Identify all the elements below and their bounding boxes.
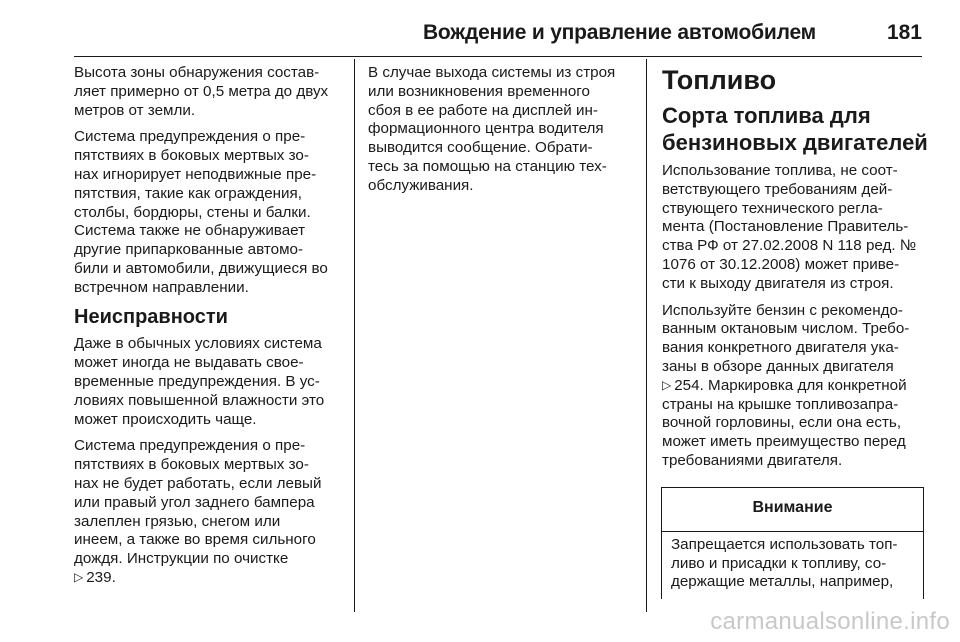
arrow-reference-icon: ▷	[74, 569, 84, 584]
text-line: временные предупреждения. В ус-	[74, 372, 320, 390]
text-line: метров от земли.	[74, 101, 196, 119]
paragraph-system-not-working	[74, 437, 350, 587]
text-line: требованиями двигателя.	[662, 451, 843, 469]
paragraph-fuel-regulation	[662, 162, 926, 294]
text-line: обслуживания.	[368, 176, 474, 194]
text-line: Система также не обнаруживает	[74, 222, 306, 240]
column-divider-left	[354, 59, 355, 612]
paragraph-system-ignores	[74, 128, 350, 297]
text-line: Используйте бензин с рекомендо-	[662, 301, 903, 319]
text-line: сбоя в ее работе на дисплей ин-	[368, 101, 598, 119]
text-line: залеплен грязью, снегом или	[74, 512, 281, 530]
text-line: 1076 от 30.12.2008) может приве-	[662, 255, 900, 273]
paragraph-system-failure	[368, 64, 632, 196]
column-divider-right	[646, 59, 647, 612]
text-line: нах игнорирует неподвижные пре-	[74, 165, 317, 183]
text-line: держащие металлы, например,	[671, 573, 894, 591]
page-number: 181	[886, 21, 922, 44]
text-line: или правый угол заднего бампера	[74, 493, 315, 511]
text-line: может происходить чаще.	[74, 410, 257, 428]
text-line: Запрещается использовать топ-	[671, 535, 898, 553]
column-right	[662, 64, 926, 599]
text-line: тесь за помощью на станцию тех-	[368, 157, 607, 175]
warning-text	[671, 536, 897, 592]
page-reference-line	[74, 569, 350, 588]
text-line: дождя. Инструкции по очистке	[74, 550, 289, 568]
text-line: может иметь преимущество перед	[662, 433, 906, 451]
text-line: ствующего технического регла-	[662, 199, 883, 217]
text-line: Использование топлива, не соот-	[662, 162, 898, 179]
text-line: ванным октановым числом. Требо-	[662, 320, 910, 338]
text-line: ливо и присадки к топливу, со-	[671, 554, 887, 572]
text-line: вочной горловины, если она есть,	[662, 414, 902, 432]
watermark: carmanualsonline.info	[710, 608, 950, 635]
warning-box	[661, 487, 924, 599]
text-line: мента (Постановление Правитель-	[662, 218, 909, 236]
column-middle	[368, 64, 632, 204]
text-line: пятствиях в боковых мертвых зо-	[74, 147, 309, 165]
text-line: пятствиях в боковых мертвых зо-	[74, 456, 309, 474]
paragraph-normal-conditions	[74, 335, 350, 429]
text-line: Высота зоны обнаружения состав-	[74, 64, 320, 81]
text-line: били и автомобили, движущиеся во	[74, 259, 328, 277]
text-line: страны на крышке топливозапра-	[662, 395, 899, 413]
text-line: другие припаркованные автомо-	[74, 241, 304, 259]
page-title: Вождение и управление автомобилем	[422, 21, 816, 44]
paragraph-octane-rating	[662, 302, 926, 471]
text-line: выводится сообщение. Обрати-	[368, 139, 593, 157]
arrow-reference-icon: ▷	[662, 377, 672, 392]
paragraph-detection-height	[74, 64, 350, 120]
text-line: может иногда не выдавать свое-	[74, 354, 304, 372]
chapter-heading-fuel: Топливо	[662, 65, 777, 95]
text-line: нах не будет работать, если левый	[74, 474, 322, 492]
page-reference-link[interactable]: 254. Маркировка для конкретной	[674, 376, 907, 394]
text-line: В случае выхода системы из строя	[368, 64, 616, 81]
warning-box-border	[661, 487, 924, 488]
page-reference-link[interactable]: 239.	[86, 568, 116, 586]
text-line: ловиях повышенной влажности это	[74, 391, 325, 409]
column-left	[74, 64, 350, 596]
text-line: заны в обзоре данных двигателя	[662, 357, 894, 375]
header-divider	[74, 56, 922, 57]
text-line: ства РФ от 27.02.2008 N 118 ред. №	[662, 237, 917, 255]
text-line: столбы, бордюры, стены и балки.	[74, 203, 311, 221]
text-line: инеем, а также во время сильного	[74, 531, 316, 549]
text-line: пятствия, такие как ограждения,	[74, 184, 302, 202]
text-line: встречном направлении.	[74, 278, 249, 296]
text-line: формационного центра водителя	[368, 120, 604, 138]
text-line: вания конкретного двигателя ука-	[662, 339, 899, 357]
text-line: Система предупреждения о пре-	[74, 128, 306, 146]
text-line: бензиновых двигателей	[662, 130, 928, 155]
warning-box-divider	[661, 531, 924, 532]
text-line: Система предупреждения о пре-	[74, 437, 306, 455]
subheading-petrol-fuel-grades	[662, 102, 926, 156]
text-line: Даже в обычных условиях система	[74, 335, 322, 353]
text-line: или возникновения временного	[368, 82, 590, 100]
warning-title: Внимание	[752, 498, 833, 516]
text-line: сти к выходу двигателя из строя.	[662, 274, 894, 292]
text-line: ляет примерно от 0,5 метра до двух	[74, 82, 329, 100]
page-reference-line	[662, 377, 926, 396]
section-heading-malfunctions: Неисправности	[74, 305, 228, 328]
text-line: ветствующего требованиям дей-	[662, 180, 893, 198]
text-line: Сорта топлива для	[662, 103, 871, 128]
